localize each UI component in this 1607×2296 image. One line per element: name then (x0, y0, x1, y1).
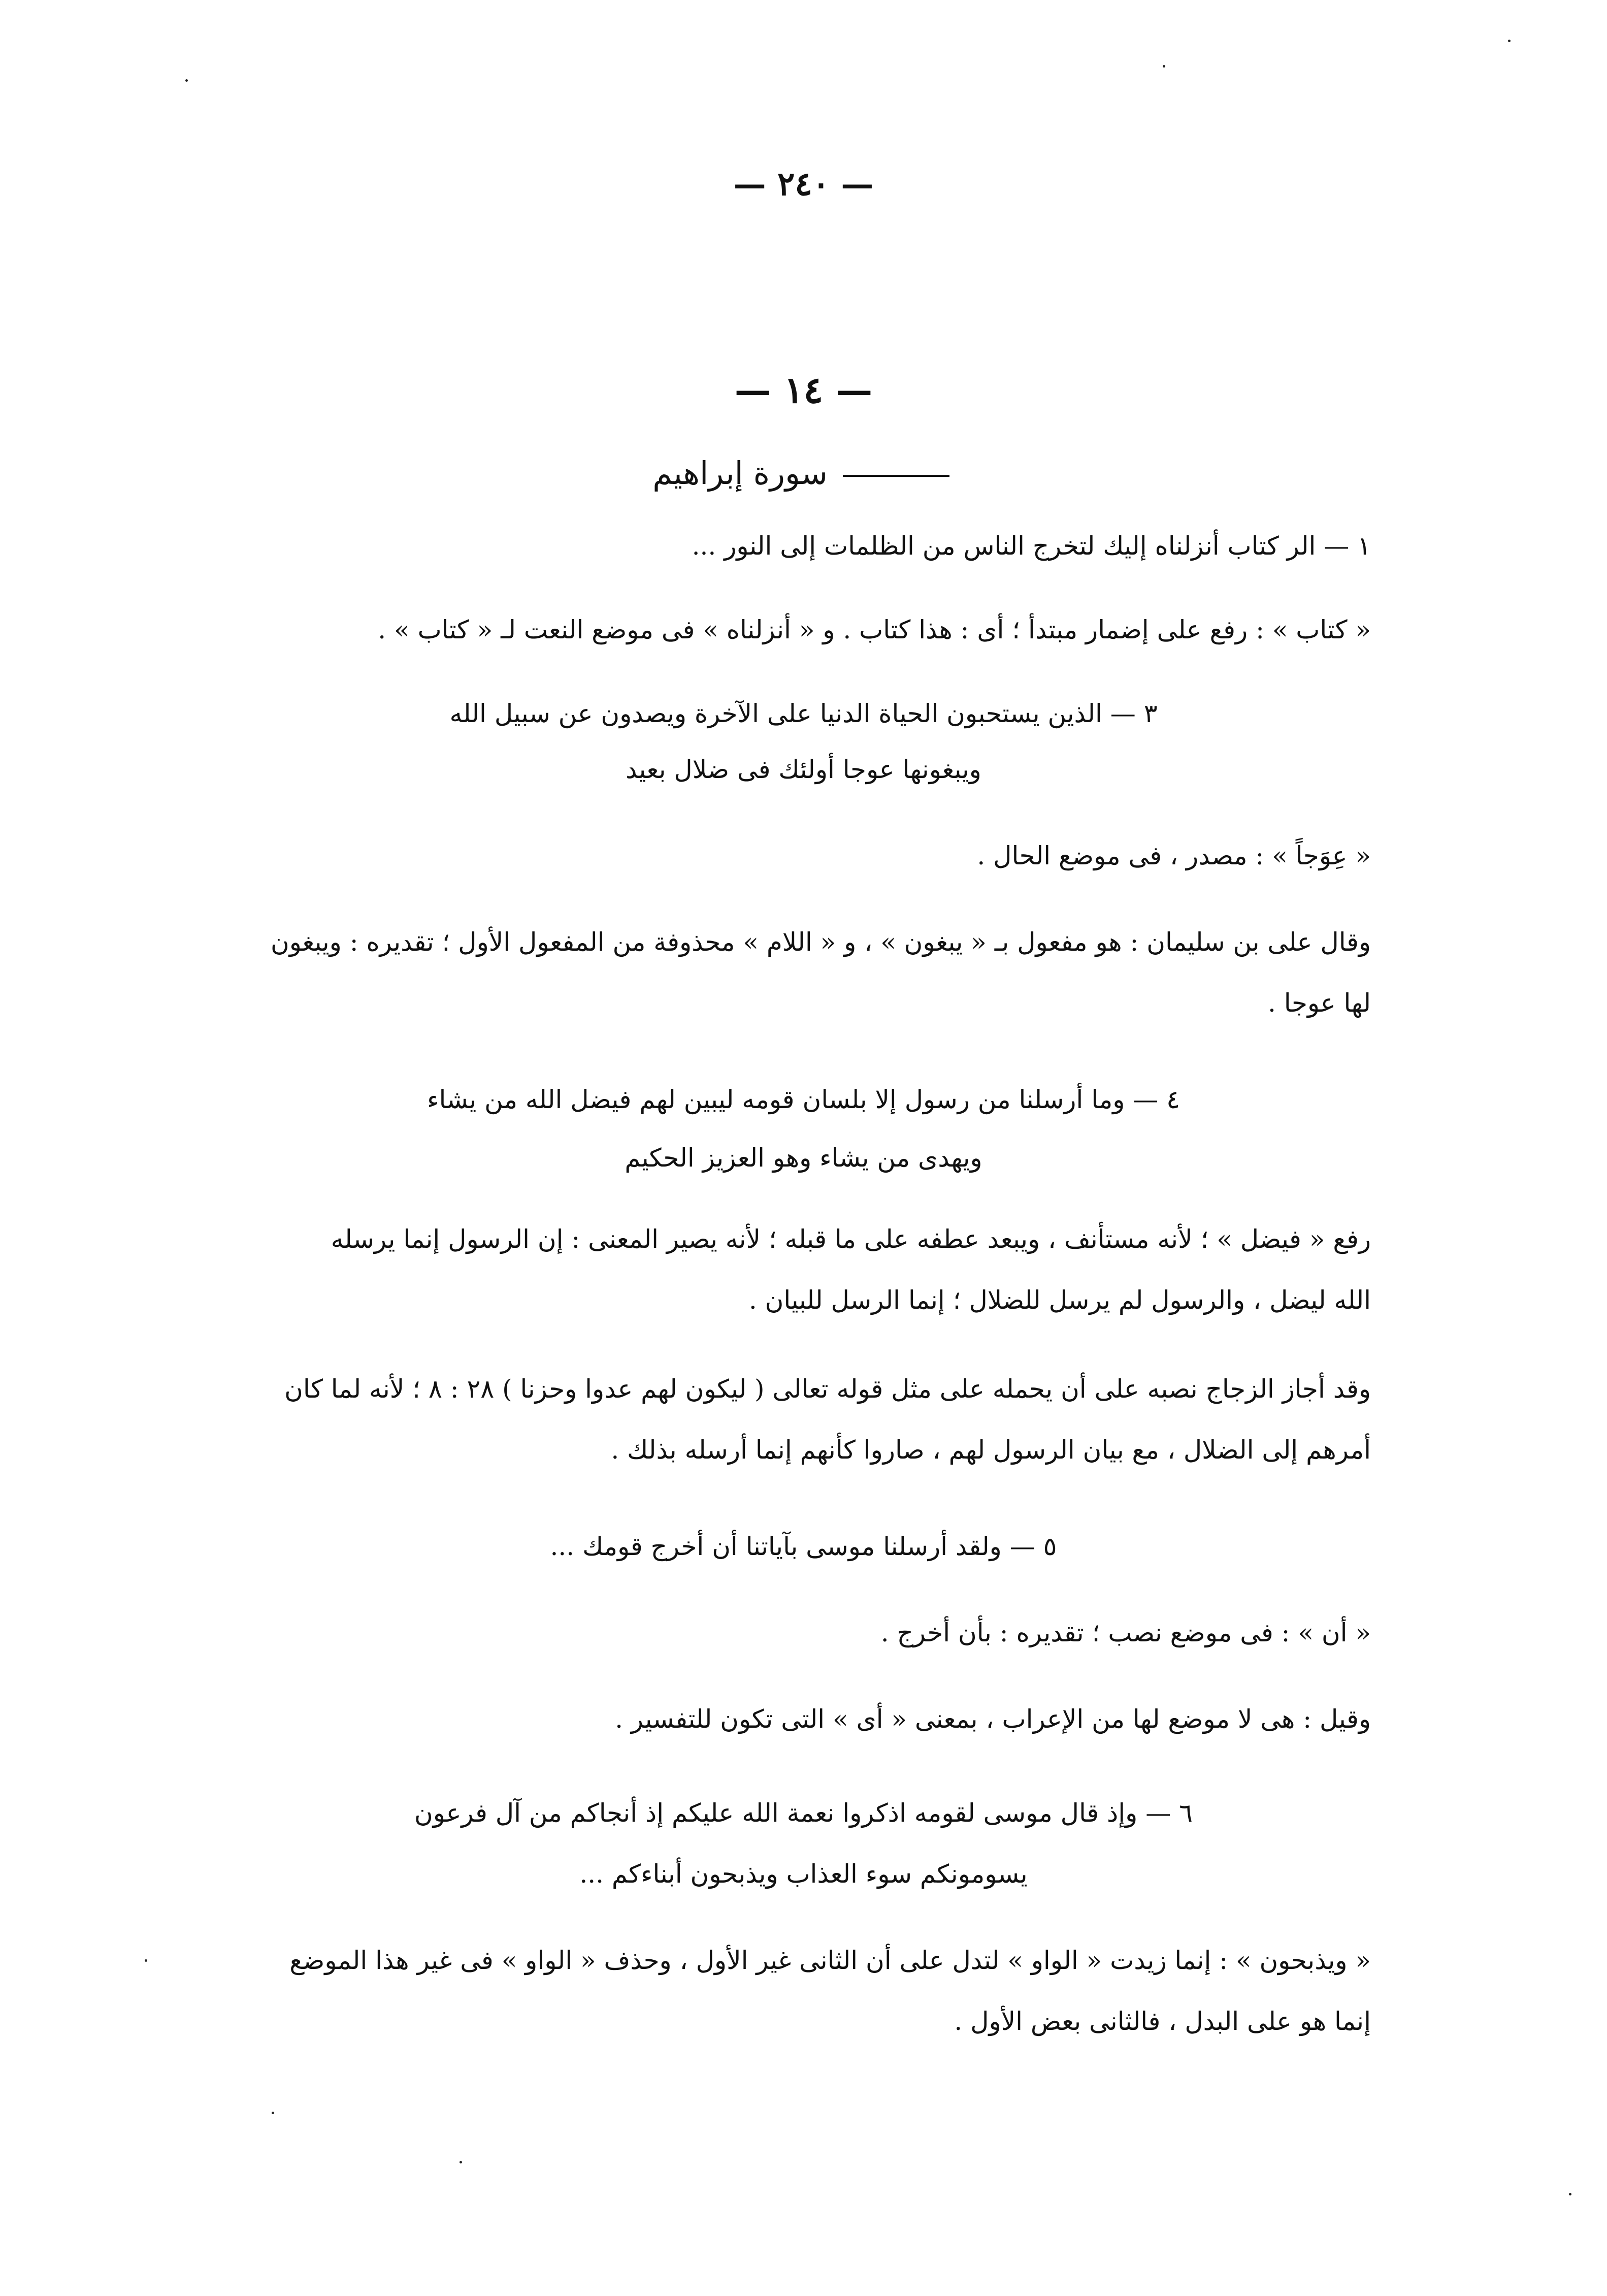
surah-title-text: سورة إبراهيم (652, 455, 828, 492)
scan-speck (1569, 2193, 1571, 2195)
verse-5: ٥ — ولقد أرسلنا موسى بآياتنا أن أخرج قومك ... (550, 1532, 1057, 1561)
note-4-a-line-1: رفع « فيضل » ؛ لأنه مستأنف ، ويبعد عطفه على ما قبله ؛ لأنه يصير المعنى : إن الرسول إنما يرسله (331, 1224, 1371, 1254)
verse-1: ١ — الر كتاب أنزلناه إليك لتخرج الناس من الظلمات إلى النور ... (692, 531, 1371, 561)
verse-6-line-2: يسومونكم سوء العذاب ويذبحون أبناءكم ... (579, 1859, 1028, 1889)
verse-3-line-1: ٣ — الذين يستحبون الحياة الدنيا على الآخرة ويصدون عن سبيل الله (449, 699, 1158, 728)
title-rule-right (843, 475, 949, 477)
note-4-b-line-1: وقد أجاز الزجاج نصبه على أن يحمله على مثل قوله تعالى ( ليكون لهم عدوا وحزنا ) ٢٨ : ٨ ؛ لأنه لما كان (284, 1374, 1371, 1404)
surah-title (0, 455, 1607, 492)
verse-6-line-1: ٦ — وإذ قال موسى لقومه اذكروا نعمة الله عليكم إذ أنجاكم من آل فرعون (414, 1798, 1193, 1828)
note-3-b-line-2: لها عوجا . (1267, 988, 1371, 1018)
verse-3-line-2: ويبغونها عوجا أولئك فى ضلال بعيد (626, 755, 981, 784)
chapter-number: — ١٤ — (734, 368, 873, 411)
note-6-line-1: « ويذبحون » : إنما زيدت « الواو » لتدل على أن الثانى غير الأول ، وحذف « الواو » فى غير هذا الموضع (289, 1946, 1371, 1975)
note-5-b: وقيل : هى لا موضع لها من الإعراب ، بمعنى « أى » التى تكون للتفسير . (615, 1704, 1371, 1734)
scan-speck (272, 2112, 274, 2114)
verse-4-line-2: ويهدى من يشاء وهو العزيز الحكيم (625, 1143, 982, 1173)
scan-speck (145, 1959, 147, 1962)
scan-speck (1508, 40, 1511, 42)
note-1: « كتاب » : رفع على إضمار مبتدأ ؛ أى : هذا كتاب . و « أنزلناه » فى موضع النعت لـ « كتاب » . (378, 615, 1371, 644)
page-number: — ٢٤٠ — (733, 165, 874, 203)
note-5-a: « أن » : فى موضع نصب ؛ تقديره : بأن أخرج . (880, 1618, 1371, 1647)
note-3-b-line-1: وقال على بن سليمان : هو مفعول بـ « يبغون » ، و « اللام » محذوفة من المفعول الأول ؛ تقديره : ويبغون (271, 927, 1371, 957)
note-4-a-line-2: الله ليضل ، والرسول لم يرسل للضلال ؛ إنما الرسل للبيان . (748, 1285, 1371, 1315)
note-3-a: « عِوَجاً » : مصدر ، فى موضع الحال . (977, 841, 1371, 870)
scan-speck (460, 2161, 462, 2163)
scan-speck (1163, 65, 1165, 68)
scan-speck (185, 79, 188, 82)
note-4-b-line-2: أمرهم إلى الضلال ، مع بيان الرسول لهم ، صاروا كأنهم إنما أرسله بذلك . (611, 1435, 1371, 1465)
verse-4-line-1: ٤ — وما أرسلنا من رسول إلا بلسان قومه ليبين لهم فيضل الله من يشاء (427, 1085, 1180, 1114)
note-6-line-2: إنما هو على البدل ، فالثانى بعض الأول . (954, 2007, 1371, 2036)
